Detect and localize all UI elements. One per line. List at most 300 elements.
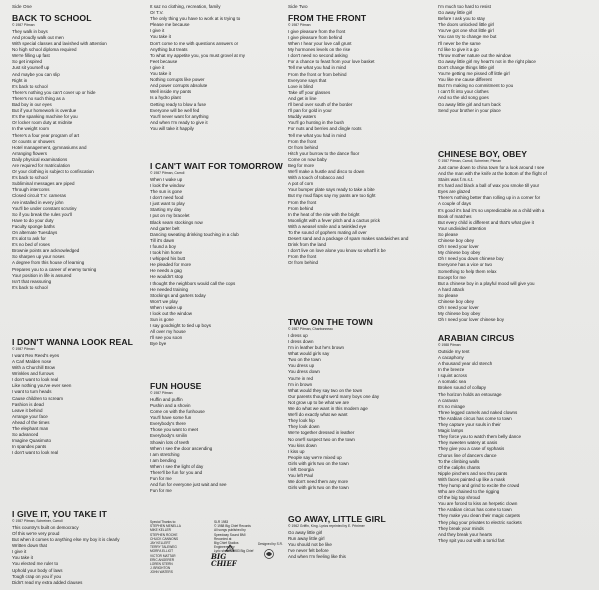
lyric-line: Through intercoms: [12, 187, 50, 193]
song-title: FUN HOUSE: [150, 381, 202, 391]
credit-line: STEPHEN MENELLA: [150, 524, 181, 529]
lyric-line: And garter belt: [150, 225, 180, 231]
lyric-line: It's back to school: [12, 175, 48, 181]
lyric-line: I thought the neighbors would call the cops: [150, 280, 236, 286]
lyric-line: You can try to change me but: [438, 34, 497, 40]
lyric-line: Oh I need you down chinese boy: [438, 256, 504, 262]
lyric-line: Of the big top shroud: [438, 495, 481, 501]
lyric-line: I give it: [12, 549, 27, 555]
song-block: [12, 338, 133, 457]
lyric-line: I don't need food: [150, 195, 184, 201]
lyric-line: You should not be like: [288, 542, 332, 548]
lyric-line: You are forced to kiss an herpetic clown: [438, 501, 518, 507]
lyric-line: They sweeten watery at oasis: [438, 440, 498, 446]
lyric-line: So if you break the rules you'll: [12, 211, 72, 217]
song-title: BACK TO SCHOOL: [12, 13, 92, 23]
lyric-line: I'd like to give it a go: [438, 46, 479, 52]
credit-line: Lyric sheet ©1983 Big Chief: [214, 549, 254, 554]
lyric-line: Subliminal messages are piped: [12, 181, 75, 187]
lyric-line: Right in: [12, 77, 28, 83]
lyric-line: I give it: [150, 64, 165, 70]
lyric-line: You take it: [150, 71, 171, 77]
lyric-line: What would they say two on the town: [288, 387, 363, 393]
lyric-line: I give pleasure from behind: [288, 35, 343, 40]
lyric-line: You take it: [12, 555, 33, 561]
song-title: I DON'T WANNA LOOK REAL: [12, 337, 133, 347]
lyric-line: Moonlight with a fever pitch and a cactus prick: [288, 217, 381, 223]
lyric-line: Girls with girls two on the town: [288, 460, 349, 466]
song-title: I GIVE IT, YOU TAKE IT: [12, 509, 107, 519]
lyric-line: Showin lots of teeth: [150, 439, 190, 445]
lyric-line: On alternate Tuesdays: [12, 230, 58, 235]
lyric-line: Pushin and a shovin: [150, 403, 191, 408]
lyric-line: You'll be under constant scrutiny: [12, 205, 77, 211]
lyric-line: It's the spanking machine for you: [12, 114, 78, 120]
credit-line: STEPHEN ROCHE: [150, 532, 178, 537]
lyric-line: I am bending: [150, 457, 177, 463]
credit-line: Speedway Sound BMI: [214, 532, 246, 537]
lyric-line: The horizon holds an entourage: [438, 391, 502, 397]
lyric-line: And proudly walk out men: [12, 35, 64, 40]
song-title: GO AWAY, LITTLE GIRL: [288, 514, 386, 524]
side-two-label: Side Two: [288, 4, 308, 9]
song-block: [438, 150, 547, 323]
song-title: TWO ON THE TOWN: [288, 317, 373, 327]
lyric-line: From the front or from behind: [288, 71, 347, 77]
lyric-line: With a Churchill Brow: [12, 365, 56, 371]
credit-line: Big Chief Studios: [214, 541, 239, 546]
lyric-line: I look the window: [150, 183, 185, 188]
lyric-line: Magic lamps: [438, 428, 464, 434]
lyric-line: For a chance to feast from your love basket: [288, 59, 375, 65]
lyric-line: Stairs was f.m.s.t.: [438, 177, 474, 183]
lyric-line: Imagine Quasimoto: [12, 438, 52, 444]
lyric-line: Brownie points are acknowledged: [12, 248, 80, 254]
lyric-line: The only thing you have to work at is trying to: [150, 16, 241, 22]
song-title: ARABIAN CIRCUS: [438, 333, 515, 343]
lyric-line: I put on my bracelet: [150, 213, 190, 219]
lyric-line: Starting my day: [150, 207, 182, 213]
song-credit: © 1988 Pitman: [438, 343, 461, 347]
lyric-line: I don't want to look real: [12, 377, 59, 383]
feather-logo-icon: [225, 544, 235, 552]
lyric-line: It's back to school: [12, 83, 48, 89]
song-block: [288, 14, 408, 267]
lyric-line: Faculty sponge baths: [12, 223, 55, 229]
lyric-line: Or from behind: [288, 144, 319, 150]
lyric-line: Throw mother nature out the window: [438, 52, 512, 58]
lyric-line: I am stretching: [150, 451, 180, 457]
lyric-line: Your undivided attention: [438, 225, 487, 231]
lyric-line: Dancing sweating drinking touching in a club: [150, 231, 239, 237]
lyric-line: Love is blind: [288, 83, 314, 89]
lyric-line: And so the old song goes: [438, 95, 489, 101]
lyric-line: Take off your glasses: [288, 89, 331, 95]
lyric-line: Isn't that reassuring: [12, 278, 52, 284]
lyric-line: Or from behind: [288, 260, 319, 266]
lyric-line: From the front: [288, 199, 317, 205]
special-thanks-list: [150, 520, 181, 575]
lyric-line: You'll have some fun: [150, 415, 192, 421]
lyric-line: Fun for me: [150, 476, 172, 482]
designer-mark-icon: [262, 548, 276, 560]
lyric-line: I dress up: [288, 332, 308, 338]
lyric-line: I don't want to look real: [12, 450, 59, 456]
lyric-line: Or counts or showers: [12, 138, 55, 144]
lyric-line: Is a hydro plant: [150, 95, 181, 101]
lyric-line: In spandex pants: [12, 444, 47, 450]
lyric-line: I'm in leather but he's brown: [288, 345, 344, 351]
lyric-line: Tell me what you had in mind: [288, 132, 347, 138]
song-block: [438, 334, 522, 544]
lyric-line: Your position in life is assured: [12, 272, 72, 278]
song-credit: © 1987 Pitman, Charbonneau: [288, 327, 333, 331]
lyric-line: There's no such thing as a: [12, 95, 65, 101]
lyric-line: Wrinkles and furrows: [12, 371, 54, 377]
lyric-line: I kiss up: [288, 448, 305, 454]
lyric-line: And when I'm ready to give it: [150, 119, 208, 125]
lyric-line: Don't change things little girl: [438, 64, 495, 70]
lyric-line: Everyone says that: [288, 77, 327, 83]
lyric-line: I squint across: [438, 373, 468, 379]
lyric-line: I'm much too hard to resist: [438, 4, 491, 9]
lyric-line: You're in red: [288, 375, 313, 381]
lyric-line: Three legged camels and naked clowns: [438, 409, 518, 415]
lyric-line: I'm in brown: [288, 381, 313, 387]
credit-line: LOREN STERN: [150, 562, 173, 567]
lyric-line: Beg for more: [288, 162, 315, 168]
lyric-line: Uphold your body of laws: [12, 567, 63, 573]
lyric-line: There's nothing better than rolling up in a corner for: [438, 195, 541, 201]
lyric-line: Sun is gone: [150, 317, 174, 323]
lyric-line: You dress up: [288, 363, 315, 369]
lyric-line: To what my appetite you, you must grovel at my: [150, 52, 246, 58]
lyric-line: It's back to school: [12, 284, 48, 290]
lyric-line: Like nothing you've ever seen: [12, 383, 72, 389]
lyric-lines: [438, 165, 547, 323]
song-block: [288, 318, 379, 491]
lyric-line: Anything but treats: [150, 46, 188, 52]
lyric-line: The elephant man: [12, 426, 49, 432]
lyric-line: Leave it behind: [12, 407, 43, 413]
lyric-line: Everyone has a vice or two: [438, 262, 493, 268]
lyric-line: We'll do exactly what we want: [288, 412, 348, 418]
lyric-line: You left Paul: [288, 473, 314, 479]
lyric-line: In the weight room: [12, 126, 50, 132]
lyric-line: It's good it's bad it's so unpredictable as a child with a: [438, 207, 545, 213]
credits-block: [150, 520, 280, 580]
lyric-line: Fun for me: [150, 488, 172, 494]
song-credit: © 1987 Pitman, Carroll: [150, 171, 185, 175]
lyric-line: They walk in boys: [12, 28, 48, 34]
lyric-line: You will take it happily: [150, 125, 194, 131]
lyric-lines: [12, 525, 120, 586]
lyric-line: They spit you out with a torrid fart: [438, 537, 505, 543]
song-title: FROM THE FRONT: [288, 13, 367, 23]
lyric-line: They plug your privates to electric sockets: [438, 519, 522, 525]
lyric-line: Or locker room duty at midnite: [12, 120, 73, 126]
lyric-line: Send your brother in your place: [438, 107, 501, 113]
lyric-line: Of this we're very proud: [12, 531, 60, 536]
lyric-line: The Arabian circus has come to town: [438, 507, 512, 513]
lyric-line: My hormones levels on the rise: [288, 47, 351, 53]
lyric-line: Your bumper plate says ready to take a bite: [288, 187, 375, 193]
lyric-line: Don't come to me with questions answers or: [150, 40, 239, 46]
lyric-line: And they break your hearts: [438, 531, 493, 537]
lyric-line: You dress down: [288, 369, 320, 375]
lyric-line: Well inside my pants: [150, 89, 192, 95]
lyric-line: Desert sand and a package of spam makes sandwiches and: [288, 236, 409, 242]
lyric-line: A pot of corn: [288, 181, 314, 187]
lyric-line: We're filling up fast: [12, 53, 50, 59]
lyric-lines: [12, 29, 107, 291]
lyric-line: Who are chained to the rigging: [438, 489, 500, 495]
lyric-line: Chinese boy obey: [438, 298, 475, 304]
lyric-line: From behind: [288, 205, 314, 211]
lyric-line: Drink from the land: [288, 242, 327, 248]
lyric-line: Daily physical examinations: [12, 156, 68, 162]
lyric-line: Those you want to meet: [150, 427, 199, 433]
lyric-line: Stockings and garters today: [150, 292, 206, 298]
credit-line: Engineered by: [214, 545, 235, 550]
lyric-line: We'll make a hustle and disco to down: [288, 169, 365, 175]
lyric-line: We're together dressed in leather: [288, 430, 355, 436]
credit-line: Special Thanks to:: [150, 520, 177, 524]
lyric-line: From the front: [288, 138, 317, 144]
song-block: [12, 14, 107, 291]
lyric-line: Come on now baby: [288, 156, 327, 162]
song-credit: © 1987 Pitman, Schreiner, Carroll: [12, 519, 63, 523]
lyric-line: But I'm making no commitment to you: [438, 83, 514, 89]
lyric-line: I don't need no second asking: [288, 53, 348, 59]
lyric-line: I took him home: [150, 250, 183, 256]
lyric-line: When I wake up: [150, 176, 183, 182]
lyric-line: Book of matches: [438, 213, 472, 219]
lyric-line: I dress down: [288, 339, 314, 344]
lyric-line: Go away little girl: [438, 10, 473, 16]
lyric-line: Just sit yourself up: [12, 65, 50, 71]
lyric-line: My chinese boy obey: [438, 250, 481, 256]
lyric-line: When I see the door ascending: [150, 445, 213, 451]
lyric-line: They look hip: [288, 418, 315, 424]
lyric-line: I whipped his butt: [150, 256, 186, 262]
lyric-line: So advanced: [12, 432, 39, 438]
lyric-line: When I hear your love call grunt: [288, 41, 352, 47]
lyric-line: You'll never want for anything: [150, 113, 209, 119]
lyric-line: I can't fit into your clothes: [438, 89, 489, 95]
lyric-line: Ahead of the times: [12, 419, 50, 425]
lyric-line: But when it comes to anything else my boy it is clearly: [12, 537, 120, 543]
lyric-line: You like me cause different: [438, 77, 492, 83]
lyric-line: It saz no clothing, recreation, family: [150, 4, 221, 9]
lyric-line: Our parents thought we'd marry boys one day: [288, 393, 380, 399]
lyric-line: So get inspired: [12, 59, 43, 65]
lyric-line: You kiss down: [288, 442, 317, 448]
lyric-lines: [438, 349, 522, 544]
lyric-line: I'll pan for gold in your: [288, 108, 332, 114]
lyric-line: Oh I need your lover: [438, 305, 479, 311]
song-block: [150, 4, 245, 132]
lyric-line: We don't need them any more: [288, 479, 349, 485]
lyric-line: No one'll suspect two on the town: [288, 436, 355, 442]
lyric-line: I want to turn heads: [12, 389, 52, 395]
lyric-line: When I see the light of day: [150, 463, 204, 469]
side-one-label: Side One: [12, 4, 32, 9]
lyric-line: Outside my tent: [438, 348, 470, 354]
lyric-line: People say we're mixed up: [288, 454, 342, 460]
credit-line: SLR 1983: [214, 520, 229, 524]
credit-line: Recorded at: [214, 536, 232, 541]
lyric-lines: [150, 177, 283, 348]
designer-credit: Designed by S.R.: [258, 542, 283, 546]
lyric-line: Or T.V.: [150, 10, 164, 16]
credit-line: MIKE KELLER: [150, 528, 171, 533]
lyric-line: Two on the town: [288, 357, 321, 363]
lyric-line: Didn't read my extra added clauses: [12, 579, 83, 585]
lyric-line: I say goodnight to tied up boys: [150, 323, 212, 329]
lyric-line: Oh I need your lover chinese boy: [438, 317, 505, 323]
lyric-line: Go away little girl and turn back: [438, 101, 501, 107]
lyric-line: But every child is different and that's what give it: [438, 219, 534, 225]
lyric-line: They give you a case of syphasis: [438, 446, 505, 452]
lyric-line: To the climbing walls: [438, 458, 480, 464]
lyric-line: Are required for matriculation: [12, 162, 71, 168]
lyric-line: I've never felt before: [288, 548, 329, 554]
lyric-line: I give it: [150, 28, 165, 34]
lyric-line: And power corrupts absolute: [150, 83, 208, 89]
credit-line: JAY KELLERT: [150, 541, 171, 546]
lyric-line: I don't live on love alone you know so what'll it be: [288, 248, 386, 254]
lyric-line: Just came down to china town for a look around I see: [438, 164, 545, 170]
credit-line: TERRY TALEWEG: [150, 545, 177, 550]
song-title: I CAN'T WAIT FOR TOMORROW: [150, 161, 283, 171]
lyric-line: A caravan: [438, 397, 459, 403]
lyric-line: I want Rex Reed's eyes: [12, 352, 60, 358]
credit-line: All songs published by: [214, 528, 246, 533]
lyric-line: A thousand year old stench: [438, 361, 493, 367]
lyric-line: You've got one shot little girl: [438, 28, 494, 34]
lyric-lines: [12, 353, 133, 457]
lyric-line: It's no mirage: [438, 403, 465, 409]
lyric-line: Tell me what you had in mind: [288, 65, 347, 71]
lyric-lines: [438, 4, 536, 114]
song-credit: © 1987 Pitman: [12, 347, 35, 351]
song-block: [150, 162, 283, 348]
lyric-line: I just want to play: [150, 201, 185, 207]
lyric-line: You elected me ruler to: [12, 561, 59, 567]
lyric-line: And maybe you can slip: [12, 71, 60, 77]
song-title: CHINESE BOY, OBEY: [438, 149, 528, 159]
lyric-line: Muddy waters: [288, 114, 317, 120]
lyric-line: Bye bye: [150, 341, 167, 347]
lyric-line: With faces painted up like a mask: [438, 476, 506, 482]
lyric-line: Of the caliphs chants: [438, 464, 481, 470]
lyric-line: They break your minds: [438, 525, 484, 531]
lyric-line: I'll never be the same: [438, 40, 481, 46]
lyric-line: But a chinese boy in a playful mood will give you: [438, 280, 535, 286]
lyric-line: I look out the window: [150, 310, 193, 316]
lyric-line: They make you clean their magic carpets: [438, 513, 521, 519]
lyric-line: He pleaded for more: [150, 262, 192, 268]
lyric-line: Girls with girls two on the town: [288, 485, 349, 491]
lyric-line: He wouldn't stop: [150, 274, 184, 280]
lyric-line: We do what we want in this modern age: [288, 406, 368, 412]
lyric-line: Huffin and puffin: [150, 396, 183, 402]
lyric-line: Everybody's smilin: [150, 433, 188, 439]
lyric-line: So sharpen up your noses: [12, 254, 65, 260]
lyric-line: I found a boy: [150, 243, 177, 249]
lyric-line: Are installed in every john: [12, 199, 64, 205]
lyric-line: It's alot to ask for: [12, 236, 46, 242]
lyric-line: Till it's dawn: [150, 237, 175, 243]
song-credit: © 1987 Pitman: [150, 391, 173, 395]
lyric-line: It's no bed of roses: [12, 242, 50, 248]
song-credit: © 1987 Pitman, Carroll, Schreiner, Pitman: [438, 159, 501, 163]
lyric-line: And fun for everyone just wait and see: [150, 482, 227, 488]
lyric-line: Hitch your burrow to the dance floor: [288, 150, 360, 156]
lyric-lines: [288, 530, 386, 560]
lyric-line: They capture your souls in their: [438, 422, 501, 428]
lyric-line: A couple of days: [438, 201, 472, 207]
lyric-line: They force you to watch them belly dance: [438, 434, 522, 440]
lyric-line: You're getting me pissed off little girl: [438, 71, 510, 77]
lyric-line: Run away little girl: [288, 536, 325, 541]
song-credit: © 1962 Griffin, King. Lyrics reprinted by E. Prinimer: [288, 524, 365, 528]
lyric-line: Arranging flowers: [12, 150, 48, 156]
lyric-line: It's hard and black a ball of wax you smoke till your: [438, 183, 540, 189]
song-credit: © 1987 Pitman: [12, 23, 35, 27]
song-block: [288, 515, 386, 560]
lyric-line: Everyone will be well fed: [150, 107, 200, 113]
credit-line: CHUCK CANNONS: [150, 536, 179, 541]
lyric-line: From the front: [288, 254, 317, 260]
credit-line: ERIC ANGERER: [150, 557, 175, 562]
lyric-line: A cacaphony: [438, 355, 464, 360]
lyric-line: Hotel management, gymnasiums and: [12, 144, 87, 150]
lyric-line: Or your clothing is subject to confiscation: [12, 169, 94, 175]
lyric-line: My chinese boy obey: [438, 311, 481, 317]
lyric-line: The Arabian circus has come to town: [438, 415, 512, 421]
lyric-line: Go away little girl my heart's not in the right place: [438, 58, 536, 64]
lyric-line: Everybody's there: [150, 421, 186, 427]
lyric-line: He needs a gag: [150, 268, 182, 274]
big-chief-logo: BIG CHIEF: [211, 552, 237, 568]
lyric-line: A somatic sea: [438, 379, 467, 385]
lyric-line: But if your homework is overdue: [12, 108, 77, 114]
lyric-line: The doors unlocked little girl: [438, 22, 495, 28]
lyric-line: The sun is gone: [150, 189, 183, 195]
lyric-line: Prepares you to a career of enemy turning: [12, 266, 97, 272]
lyric-line: Feet because: [150, 58, 178, 64]
lyric-line: All over my house: [150, 329, 186, 335]
lyric-lines: [150, 4, 245, 132]
lyric-line: I'll bend over south of the border: [288, 102, 353, 108]
lyric-line: Closed circuit T.V. cameras: [12, 193, 67, 199]
lyric-line: Arrange your face: [12, 413, 48, 419]
lyric-lines: [150, 397, 227, 495]
lyric-line: You'll go hunting in the bush: [288, 120, 344, 126]
song-credit: © 1987 Pitman: [288, 23, 311, 27]
lyric-line: They hump and grind to excite the crowd: [438, 482, 520, 488]
lyric-line: I left Georgia: [288, 466, 314, 472]
lyric-line: They look down: [288, 424, 320, 430]
lyric-line: Please me because: [150, 22, 190, 28]
lyric-line: Come on with the funhouse: [150, 409, 205, 415]
lyric-line: To the sound of gophers mating all over: [288, 230, 367, 235]
lyric-line: Except for me: [438, 274, 466, 280]
credit-line: J. BRIGHTON: [150, 566, 171, 571]
lyric-line: There's a four year program of art: [12, 132, 80, 138]
